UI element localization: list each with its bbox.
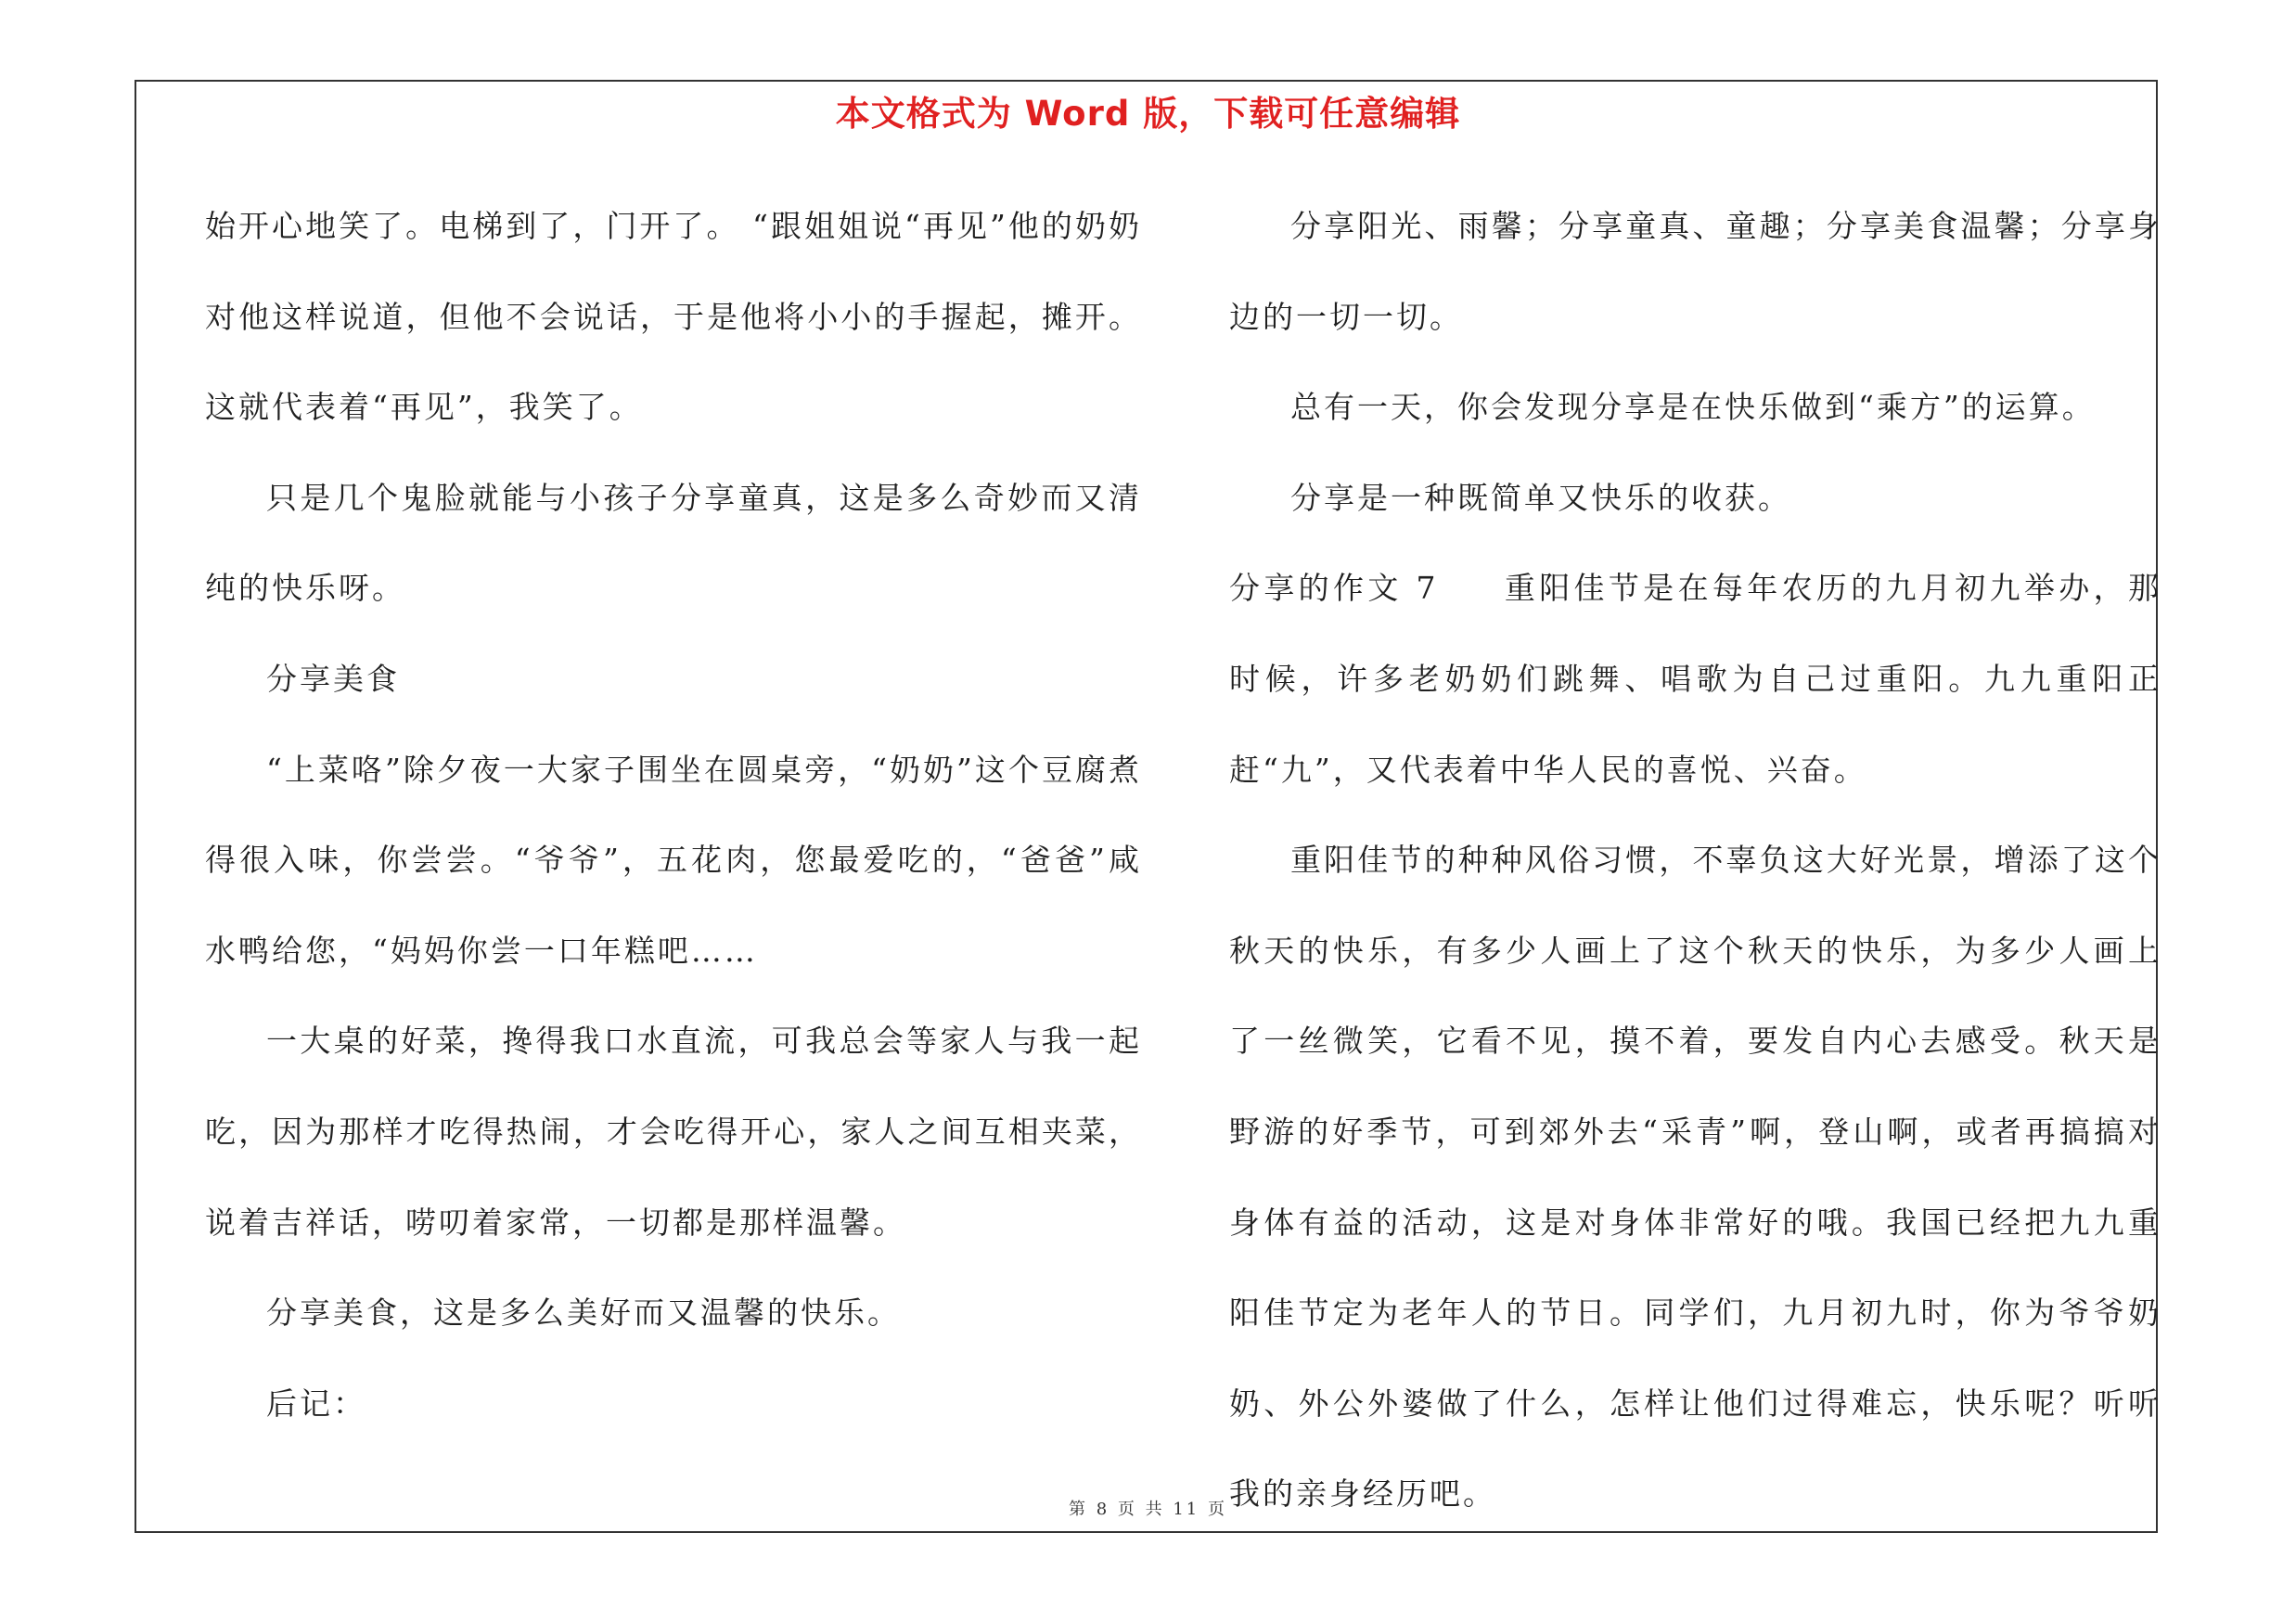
section-heading: 分享美食 — [266, 660, 400, 697]
paragraph: 后记： — [266, 1385, 366, 1422]
paragraph: 只是几个鬼脸就能与小孩子分享童真，这是多么奇妙而又清纯的快乐呀。 — [205, 479, 1142, 607]
essay-opening: 重阳佳节是在每年农历的九月初九举办，那时候，许多老奶奶们跳舞、唱歌为自己过重阳。九九重阳正赶“九”，又代表着中华人民的喜悦、兴奋。 — [1229, 570, 2161, 788]
paragraph: 一大桌的好菜，搀得我口水直流，可我总会等家人与我一起吃，因为那样才吃得热闹，才会吃得开心，家人之间互相夹菜，说着吉祥话，唠叨着家常，一切都是那样温馨。 — [205, 1023, 1142, 1241]
right-text-column — [1229, 181, 2161, 1539]
left-text-column — [205, 181, 1142, 1449]
paragraph: 始开心地笑了。电梯到了，门开了。 “跟姐姐说“再见”他的奶奶对他这样说道，但他不会说话，于是他将小小的手握起，摊开。这就代表着“再见”，我笑了。 — [205, 208, 1142, 426]
essay-title: 分享的作文 7 — [1229, 570, 1439, 607]
paragraph: 分享是一种既简单又快乐的收获。 — [1290, 479, 1791, 516]
essay-start-paragraph — [1229, 543, 2161, 815]
page-number-footer: 第 8 页 共 11 页 — [1069, 1500, 1227, 1519]
paragraph: 重阳佳节的种种风俗习惯，不辜负这大好光景，增添了这个秋天的快乐，有多少人画上了这个秋天的快乐，为多少人画上了一丝微笑，它看不见，摸不着，要发自内心去感受。秋天是野游的好季节，可到郊外去“采青”啊，登山啊，或者再搞搞对身体有益的活动，这是对身体非常好的哦。我国已经把九九重阳佳节定为老年人的节日。同学们，九月初九时，你为爷爷奶奶、外公外婆做了什么，怎样让他们过得难忘，快乐呢？听听我的亲身经历吧。 — [1229, 842, 2161, 1513]
document-banner: 本文格式为 Word 版，下载可任意编辑 — [835, 94, 1461, 134]
paragraph: 总有一天，你会发现分享是在快乐做到“乘方”的运算。 — [1290, 389, 2096, 426]
paragraph: 分享美食，这是多么美好而又温馨的快乐。 — [266, 1295, 901, 1332]
paragraph: 分享阳光、雨馨；分享童真、童趣；分享美食温馨；分享身边的一切一切。 — [1229, 208, 2161, 335]
paragraph: “上菜咯”除夕夜一大家子围坐在圆桌旁，“奶奶”这个豆腐煮得很入味，你尝尝。“爷爷”，五花肉，您最爱吃的，“爸爸”咸水鸭给您，“妈妈你尝一口年糕吧…… — [205, 751, 1142, 969]
